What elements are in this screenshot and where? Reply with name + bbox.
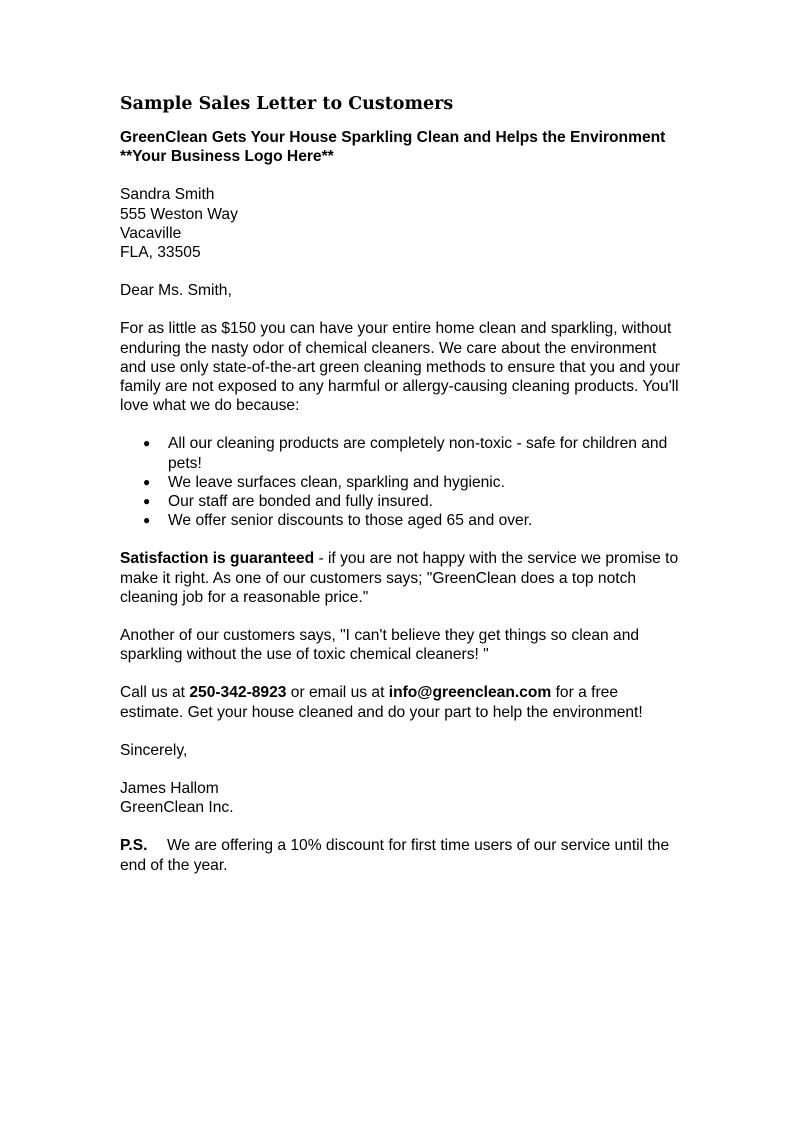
postscript xyxy=(120,836,680,874)
intro-paragraph: For as little as $150 you can have your entire home clean and sparkling, without enduring the nasty odor of chemical cleaners. We care about the environment and use only state-of-the-art green cleaning methods to ensure that you and your family are not exposed to any harmful or allergy-causing cleaning products. You'll love what we do because: xyxy=(120,320,680,415)
benefits-list xyxy=(120,434,680,530)
signer-name: James Hallom xyxy=(120,780,219,798)
recipient-address xyxy=(120,185,680,262)
satisfaction-paragraph xyxy=(120,549,680,607)
bullet-icon: ● xyxy=(143,513,151,528)
cta-middle: or email us at xyxy=(286,684,389,702)
list-item xyxy=(143,492,680,511)
bullet-icon: ● xyxy=(143,474,151,489)
ps-label: P.S. xyxy=(120,837,148,855)
ps-text: We are offering a 10% discount for first time users of our service until the end of the year. xyxy=(120,837,670,874)
recipient-city: Vacaville xyxy=(120,224,182,242)
list-item-text: Our staff are bonded and fully insured. xyxy=(168,493,433,511)
list-item xyxy=(143,434,680,472)
recipient-street: 555 Weston Way xyxy=(120,205,238,223)
testimonial-paragraph: Another of our customers says, "I can't believe they get things so clean and sparkling without the use of toxic chemical cleaners! " xyxy=(120,627,640,664)
bullet-icon: ● xyxy=(143,494,151,509)
headline xyxy=(120,128,680,166)
bullet-icon: ● xyxy=(143,436,151,451)
recipient-state-zip: FLA, 33505 xyxy=(120,244,201,262)
salutation: Dear Ms. Smith, xyxy=(120,282,232,300)
letter-page xyxy=(120,92,680,894)
email-address: info@greenclean.com xyxy=(388,684,552,702)
list-item xyxy=(143,511,680,530)
headline-text: GreenClean Gets Your House Sparkling Clean and Helps the Environment xyxy=(120,129,666,146)
document-title: Sample Sales Letter to Customers xyxy=(120,94,454,114)
list-item xyxy=(143,473,680,492)
list-item-text: We offer senior discounts to those aged 65 and over. xyxy=(168,512,533,530)
satisfaction-text: - if you are not happy with the service we promise to make it right. As one of our customers says; "GreenClean does a top notch cleaning job for a reasonable price." xyxy=(120,550,679,606)
cta-suffix: for a free estimate. Get your house cleaned and do your part to help the environment! xyxy=(120,684,643,721)
logo-placeholder: **Your Business Logo Here** xyxy=(120,148,334,166)
call-to-action xyxy=(120,683,680,721)
cta-prefix: Call us at xyxy=(120,684,190,702)
closing: Sincerely, xyxy=(120,741,188,759)
satisfaction-heading: Satisfaction is guaranteed xyxy=(120,550,315,568)
phone-number: 250-342-8923 xyxy=(189,684,287,702)
list-item-text: We leave surfaces clean, sparkling and hygienic. xyxy=(168,473,505,491)
signature-block xyxy=(120,779,680,817)
signer-company: GreenClean Inc. xyxy=(120,799,234,817)
recipient-name: Sandra Smith xyxy=(120,186,215,204)
list-item-text: All our cleaning products are completely non-toxic - safe for children and pets! xyxy=(168,435,668,472)
